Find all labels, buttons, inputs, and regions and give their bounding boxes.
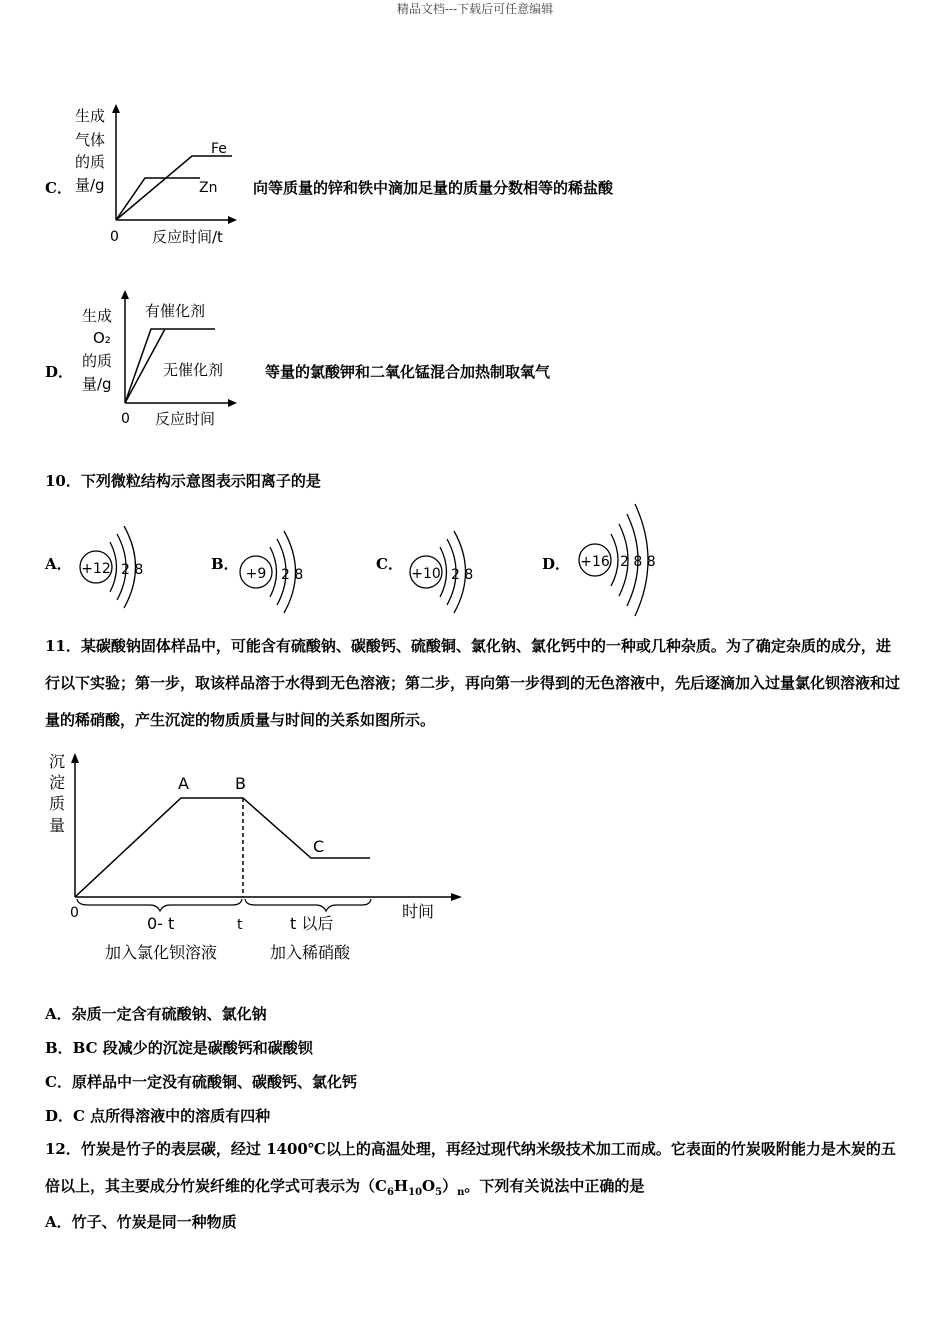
zn-fe-gas-graph bbox=[70, 100, 250, 250]
q12-stem bbox=[45, 1131, 905, 1211]
q11-ylabel-1: 沉 bbox=[49, 752, 66, 771]
stage-2-label: 加入稀硝酸 bbox=[270, 943, 351, 962]
q10-option-b-letter: B． bbox=[211, 555, 239, 573]
d-ylabel-3: 的质 bbox=[82, 352, 113, 370]
q11-x-arrow bbox=[451, 893, 462, 901]
nucleus-charge: +12 bbox=[81, 561, 111, 577]
q11-y-arrow bbox=[71, 753, 79, 763]
range-1-label: 0- t bbox=[147, 914, 175, 933]
electron-counts: 2 8 bbox=[281, 567, 304, 583]
point-a-label: A bbox=[178, 774, 189, 793]
shell-arc-1 bbox=[110, 542, 117, 592]
q11-stem: 11．某碳酸钠固体样品中，可能含有硫酸钠、碳酸钙、硫酸铜、氯化钠、氯化钙中的一种或几种杂质。为了确定杂质的成分，进行以下实验；第一步，取该样品溶于水得到无色溶液；第二步，再向第一步得到的无色溶液中，先后逐滴加入过量氯化钡溶液和过量的稀硝酸，产生沉淀的物质质量与时间的关系如图所示。 bbox=[45, 637, 901, 729]
atom-diagram-c bbox=[405, 525, 485, 615]
brace-0-t bbox=[77, 899, 242, 911]
formula-h: H bbox=[393, 1177, 409, 1195]
sub-10: 10 bbox=[408, 1187, 423, 1198]
q11-option-b: B．BC 段减少的沉淀是碳酸钙和碳酸钡 bbox=[45, 1039, 313, 1057]
sub-5: 5 bbox=[435, 1187, 443, 1198]
d-series-with: 有催化剂 bbox=[145, 302, 206, 320]
q12-option-a: A．竹子、竹炭是同一种物质 bbox=[45, 1213, 237, 1231]
formula-close: ） bbox=[442, 1177, 458, 1195]
d-ylabel-2: O₂ bbox=[93, 329, 111, 347]
precipitate-curve bbox=[75, 798, 370, 897]
q10-option-d-letter: D． bbox=[542, 555, 571, 573]
oxygen-catalyst-graph bbox=[75, 285, 255, 435]
sub-6: 6 bbox=[386, 1187, 394, 1198]
stage-1-label: 加入氯化钡溶液 bbox=[105, 943, 218, 962]
nucleus-charge: +16 bbox=[580, 554, 610, 570]
atom-diagram-d bbox=[575, 500, 675, 620]
atom-diagram-b bbox=[235, 525, 315, 615]
page-header: 精品文档---下载后可任意编辑 bbox=[396, 2, 554, 16]
option-c-desc: 向等质量的锌和铁中滴加足量的质量分数相等的稀盐酸 bbox=[253, 179, 614, 197]
q11-option-a: A．杂质一定含有硫酸钠、氯化钠 bbox=[45, 1005, 267, 1023]
c-ylabel-3: 的质 bbox=[75, 153, 106, 171]
electron-counts: 2 8 bbox=[451, 567, 474, 583]
tick-t-label: t bbox=[237, 917, 243, 933]
precipitate-mass-graph bbox=[40, 745, 470, 970]
d-without-catalyst-curve bbox=[125, 329, 165, 403]
c-y-arrow bbox=[112, 104, 120, 113]
sub-n: n bbox=[457, 1187, 465, 1198]
q11-ylabel-2: 淀 bbox=[49, 773, 66, 792]
d-origin: 0 bbox=[121, 411, 130, 427]
c-ylabel-2: 气体 bbox=[75, 131, 106, 149]
nucleus-charge: +10 bbox=[411, 566, 441, 582]
option-c-letter: C． bbox=[45, 179, 72, 197]
option-d-letter: D． bbox=[45, 363, 74, 381]
option-d-desc: 等量的氯酸钾和二氧化锰混合加热制取氧气 bbox=[265, 363, 551, 381]
d-ylabel-4: 量/g bbox=[82, 375, 112, 393]
q11-xlabel: 时间 bbox=[402, 902, 435, 921]
c-ylabel-1: 生成 bbox=[75, 107, 106, 125]
point-c-label: C bbox=[313, 837, 325, 856]
c-origin: 0 bbox=[110, 229, 119, 245]
formula-o: O bbox=[422, 1177, 436, 1195]
q11-option-d: D．C 点所得溶液中的溶质有四种 bbox=[45, 1107, 271, 1125]
q11-ylabel-3: 质 bbox=[49, 794, 66, 813]
c-ylabel-4: 量/g bbox=[75, 176, 105, 194]
q10-option-c-letter: C． bbox=[376, 555, 403, 573]
shell-arc-1 bbox=[440, 547, 447, 597]
c-x-arrow bbox=[228, 216, 237, 224]
c-series-fe: Fe bbox=[211, 141, 227, 157]
nucleus-charge: +9 bbox=[245, 566, 267, 582]
d-ylabel-1: 生成 bbox=[82, 307, 113, 325]
q12-stem-part1: 12．竹炭是竹子的表层碳，经过 1400℃以上的高温处理，再经过现代纳米级技术加工而成。它表面的竹炭吸附能力是木炭的五倍以上，其主要成分竹炭纤维的化学式可表示为（C bbox=[45, 1140, 896, 1195]
d-xlabel: 反应时间 bbox=[155, 410, 216, 428]
d-x-arrow bbox=[228, 399, 237, 407]
d-y-arrow bbox=[121, 290, 129, 299]
c-xlabel: 反应时间/t bbox=[152, 228, 223, 246]
atom-diagram-a bbox=[75, 520, 155, 610]
d-series-without: 无催化剂 bbox=[163, 361, 224, 379]
q12-stem-part2: 。下列有关说法中正确的是 bbox=[464, 1177, 645, 1195]
electron-counts: 2 8 8 bbox=[620, 554, 656, 570]
q11-option-c: C．原样品中一定没有硫酸铜、碳酸钙、氯化钙 bbox=[45, 1073, 357, 1091]
q11-ylabel-4: 量 bbox=[49, 816, 66, 835]
shell-arc-1 bbox=[611, 534, 618, 586]
brace-after-t bbox=[245, 899, 371, 911]
shell-arc-1 bbox=[270, 547, 277, 597]
q10-stem: 10．下列微粒结构示意图表示阳离子的是 bbox=[45, 472, 321, 490]
c-series-zn: Zn bbox=[199, 180, 218, 196]
electron-counts: 2 8 bbox=[121, 562, 144, 578]
q10-option-a-letter: A． bbox=[45, 555, 72, 573]
range-2-label: t 以后 bbox=[290, 914, 334, 933]
q11-origin: 0 bbox=[70, 905, 79, 921]
point-b-label: B bbox=[235, 774, 246, 793]
